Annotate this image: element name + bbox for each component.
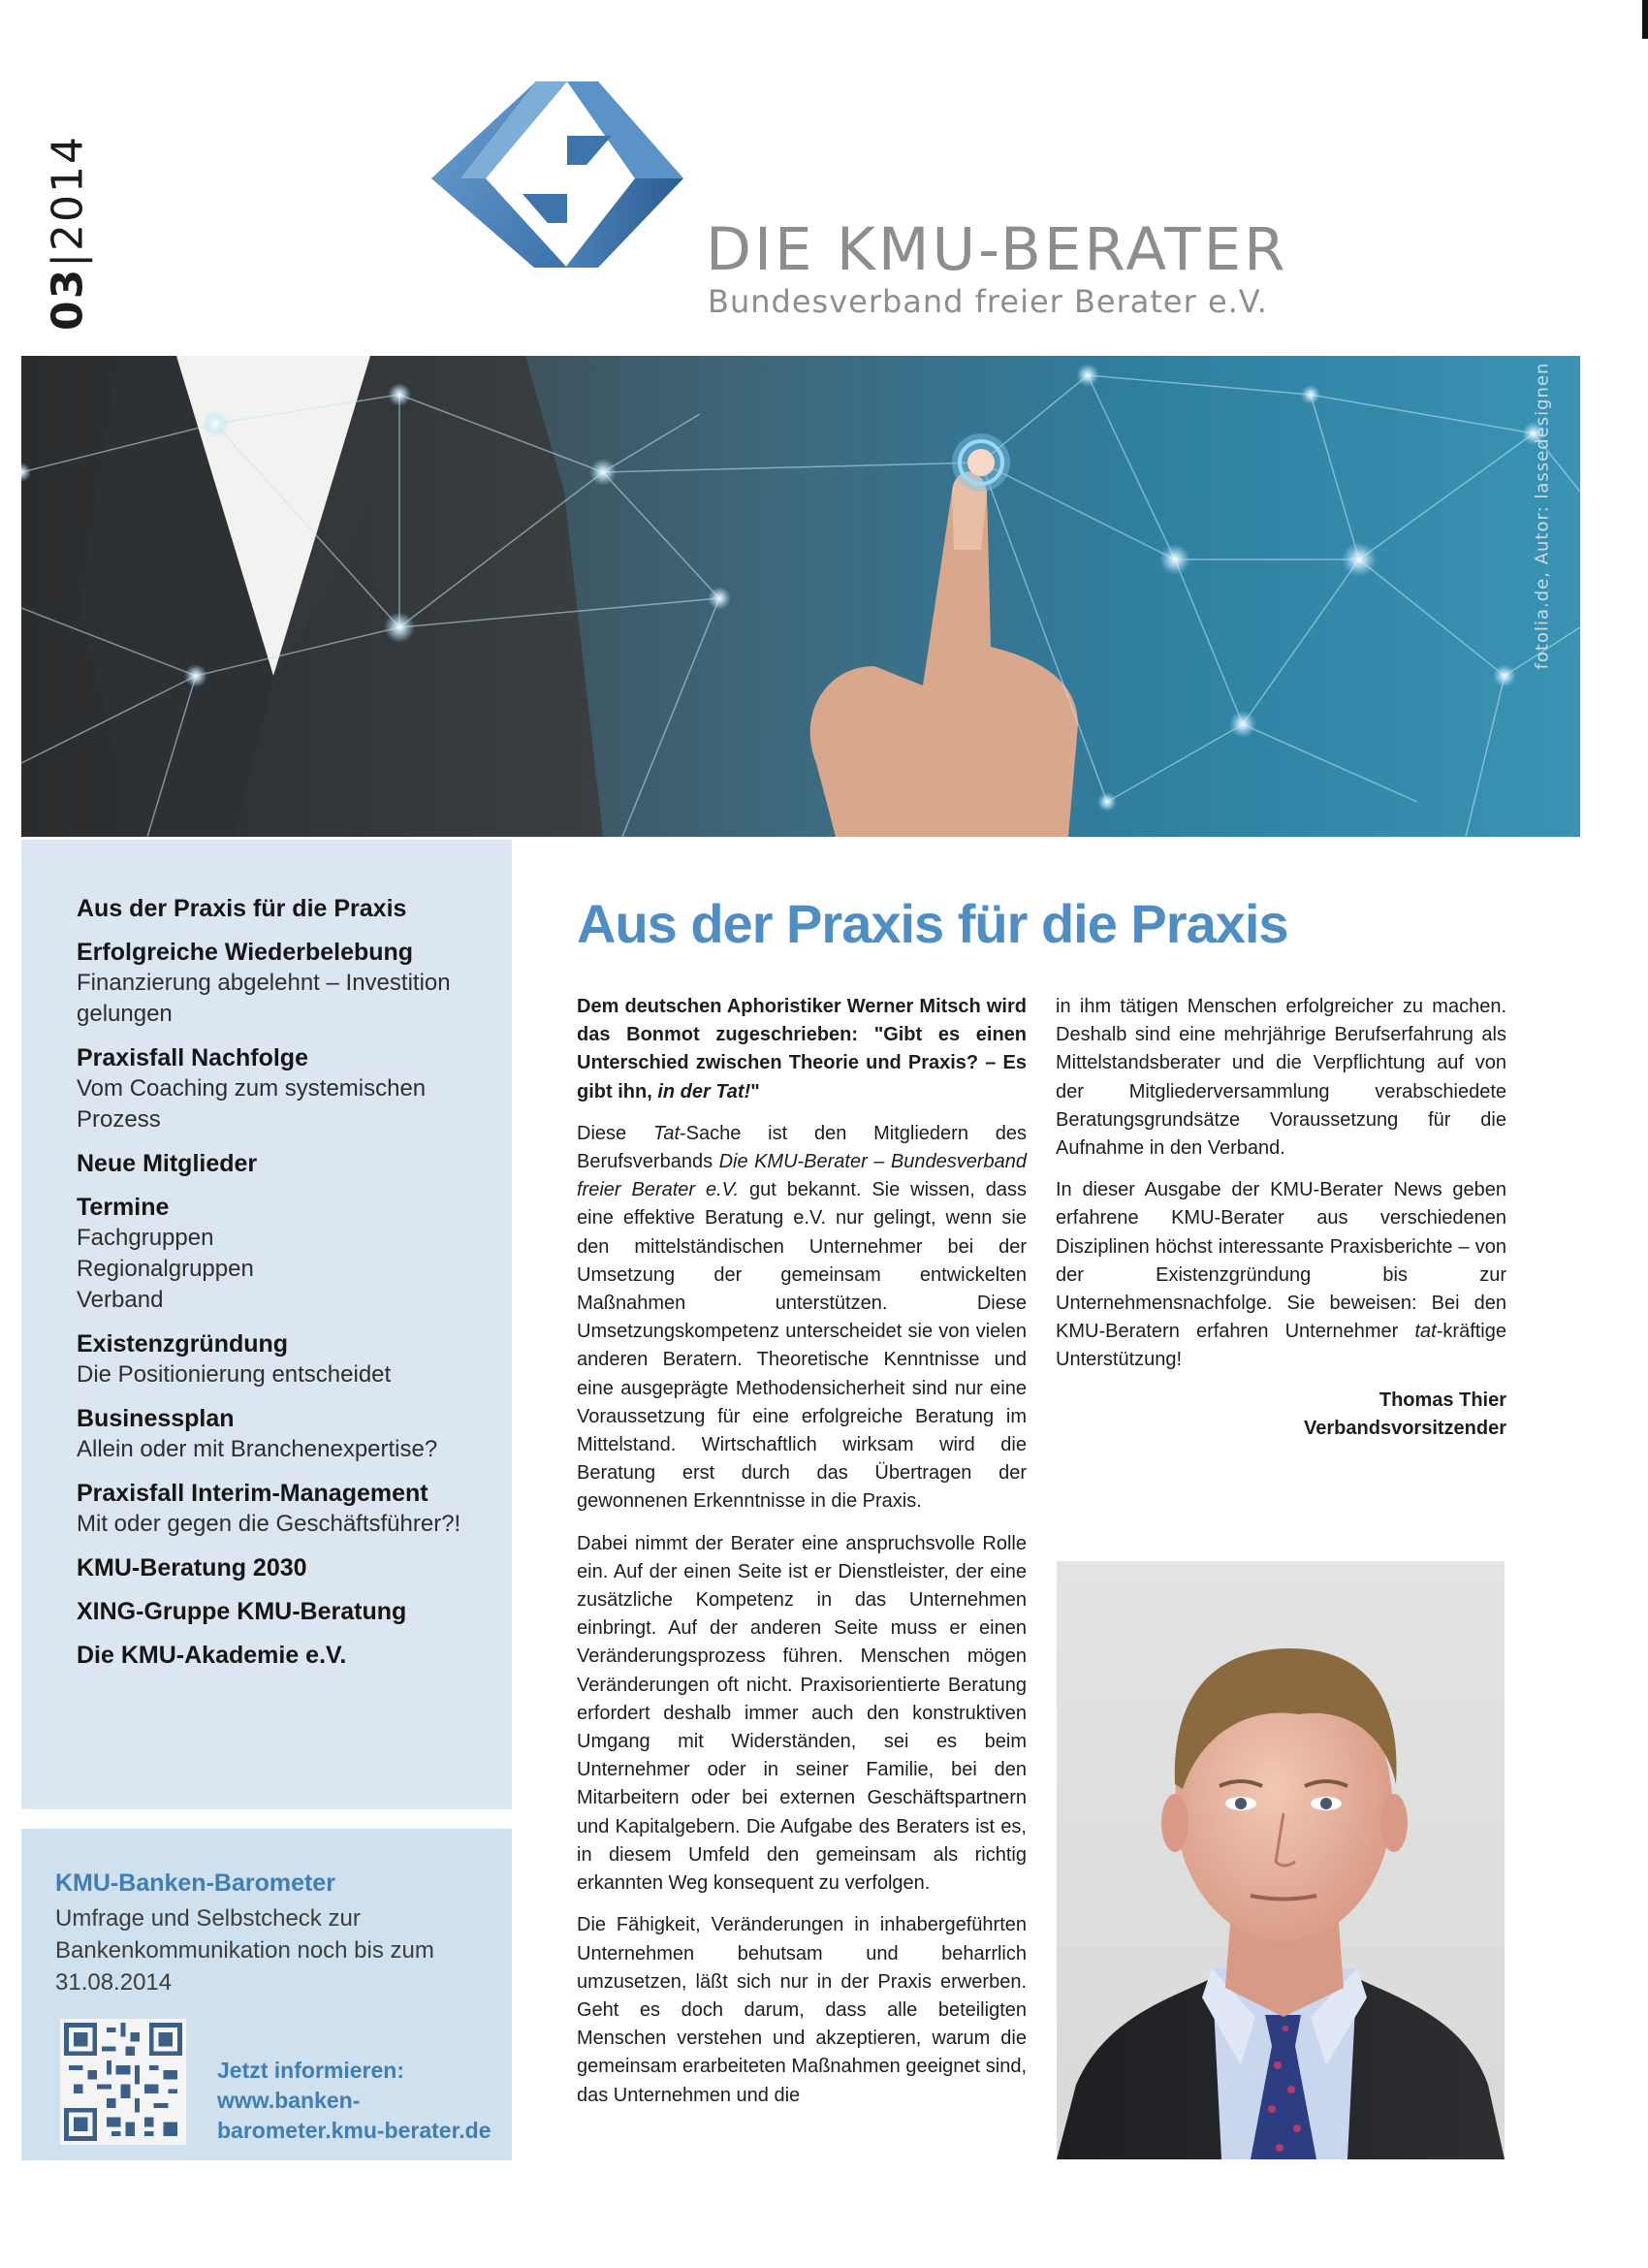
issue-label [39, 136, 97, 330]
article-paragraph-3: Die Fähigkeit, Veränderungen in inhabergeführten Unternehmen behutsam und beharrlich umzusetzen, läßt sich nur in der Praxis erwerben. Geht es doch darum, dass alle beteiligten Menschen verstehen und akzeptieren, warum die gemeinsam erarbeiteten Maßnahmen geeignet sind, das Unternehmen und die [577, 1914, 1027, 2106]
p1-emphasis-1: Tat [652, 1122, 680, 1144]
toc-item-title: Praxisfall Interim-Management [77, 1480, 428, 1507]
toc-item-title: Businessplan [77, 1405, 235, 1432]
author-role: Verbandsvorsitzender [1304, 1417, 1506, 1439]
photo-credit [1528, 362, 1557, 670]
lead-emphasis: in der Tat! [657, 1080, 751, 1102]
barometer-title: KMU-Banken-Barometer [55, 1869, 335, 1897]
toc-item-subtitle: Die Positionierung entscheidet [77, 1361, 392, 1388]
lead-close: " [750, 1080, 760, 1102]
brand-subtitle: Bundesverband freier Berater e.V. [708, 283, 1268, 320]
hero-image [21, 356, 1580, 837]
barometer-cta-label: Jetzt informieren: [217, 2058, 404, 2083]
contents-sidebar [21, 840, 512, 1809]
brand-title: DIE KMU-BERATER [706, 215, 1288, 284]
p1-text-c: gut bekannt. Sie wissen, dass eine effektive Beratung e.V. nur gelingt, wenn sie den mittelständischen Unternehmer bei der Umsetzung der gemeinsam entwickelten Maßnahmen unterstützen. Diese Umsetzungskompetenz unterscheidet sie von vielen anderen Beratern. Theoretische Kenntnisse und eine ausgeprägte Methodensicherheit sind nur eine Voraussetzung für eine erfolgreiche Beratung im Mittelstand. Wirtschaftlich wirksam wird die Beratung erst durch das Übertragen der gewonnenen Erkenntnisse in die Praxis. [577, 1179, 1028, 1513]
toc-item-subtitle: Vom Coaching zum systemischen Prozess [77, 1075, 427, 1133]
issue-separator: | [43, 250, 93, 268]
p1-emphasis-2: Die KMU-Berater – Bundesverband freier Berater e.V. [577, 1151, 1027, 1201]
toc-item-title: Neue Mitglieder [77, 1150, 258, 1177]
kmu-logo-icon [422, 78, 693, 291]
toc-item-title: KMU-Beratung 2030 [77, 1554, 307, 1581]
article-headline: Aus der Praxis für die Praxis [577, 893, 1288, 954]
qr-code-icon[interactable] [60, 2019, 186, 2145]
toc-item [77, 894, 503, 924]
toc-item [77, 938, 503, 1030]
toc-item-subtitle: Allein oder mit Branchenexpertise? [77, 1436, 438, 1462]
toc-item-title: Praxisfall Nachfolge [77, 1044, 308, 1071]
p1-text-a: Diese [577, 1122, 653, 1144]
toc-item [77, 1553, 503, 1583]
p1-text-b: -Sache ist den Mitgliedern des Berufsverbands [577, 1122, 1027, 1173]
toc-item-subtitle: Finanzierung abgelehnt – Investition gelungen [77, 970, 451, 1027]
toc-item [77, 1641, 503, 1671]
toc-item [77, 1404, 503, 1465]
article-paragraph-4: in ihm tätigen Menschen erfolgreicher zu machen. Deshalb sind eine mehrjährige Berufserfahrung als Mittelstandsberater und die Verpflichtung auf von der Mitgliederversammlung verabschiedete Beratungsgrundsätze Voraussetzung für die Aufnahme in den Verband. [1056, 996, 1506, 1160]
toc-item [77, 1479, 503, 1540]
photo-credit-text: fotolia.de, Autor: lassedesignen [1532, 362, 1553, 670]
lead-text: Dem deutschen Aphoristiker Werner Mitsch wird das Bonmot zugeschrieben: "Gibt es einen Unterschied zwischen Theorie und Praxis? – Es gibt ihn, [577, 996, 1027, 1102]
table-of-contents [77, 894, 503, 1684]
article-paragraph-1 [577, 1120, 1027, 1517]
article-paragraph-2: Dabei nimmt der Berater eine anspruchsvolle Rolle ein. Auf der einen Seite ist er Dienstleister, der eine zusätzliche Kompetenz in das Unternehmen einbringt. Auf der anderen Seite muss er einen Veränderungsprozess führen. Menschen mögen Veränderungen oft nicht. Praxisorientierte Beratung erfordert deshalb immer auch den konstruktiven Umgang mit Widerständen, sei es beim Unternehmer oder in seiner Familie, bei den Mitarbeitern oder bei externen Geschäftspartnern und Kapitalgebern. Die Aufgabe des Beraters ist es, in diesem Umfeld den gemeinsam als richtig erkannten Weg konsequent zu verfolgen. [577, 1532, 1027, 1895]
scan-edge [1642, 0, 1648, 39]
barometer-box [21, 1829, 512, 2160]
author-signature [1056, 1387, 1506, 1443]
toc-item [77, 1193, 503, 1316]
issue-year: 2014 [43, 134, 93, 251]
article-column-1 [577, 993, 1027, 2124]
toc-item [77, 1043, 503, 1135]
toc-item-title: Erfolgreiche Wiederbelebung [77, 939, 414, 966]
barometer-link[interactable]: www.banken-barometer.kmu-berater.de [217, 2088, 491, 2143]
toc-item-title: Die KMU-Akademie e.V. [77, 1642, 347, 1669]
toc-item [77, 1149, 503, 1179]
article-paragraph-5 [1056, 1176, 1506, 1374]
toc-item-title: Termine [77, 1194, 170, 1221]
toc-item-subtitle: Fachgruppen Regionalgruppen Verband [77, 1225, 254, 1313]
issue-number: 03 [43, 267, 93, 332]
toc-item-title: XING-Gruppe KMU-Beratung [77, 1598, 407, 1625]
author-name: Thomas Thier [1379, 1389, 1506, 1411]
p5-text-a: In dieser Ausgabe der KMU-Berater News geben erfahrene KMU-Berater aus verschiedenen Disziplinen höchst interessante Praxisberichte – von der Existenzgründung bis zur Unternehmensnachfolge. Sie beweisen: Bei den KMU-Beratern erfahren Unternehmer [1056, 1179, 1506, 1343]
toc-item-title: Aus der Praxis für die Praxis [77, 895, 407, 922]
p5-text-b: -kräftige Unterstützung! [1056, 1321, 1506, 1371]
toc-item [77, 1597, 503, 1627]
toc-item [77, 1329, 503, 1390]
toc-item-subtitle: Mit oder gegen die Geschäftsführer?! [77, 1511, 461, 1537]
barometer-cta[interactable] [217, 2056, 498, 2146]
p5-emphasis: tat [1414, 1321, 1437, 1343]
article-lead [577, 993, 1027, 1106]
author-portrait [1057, 1561, 1505, 2159]
toc-item-title: Existenzgründung [77, 1330, 289, 1358]
barometer-text: Umfrage und Selbstcheck zur Bankenkommunikation noch bis zum 31.08.2014 [55, 1905, 434, 1996]
article-column-2 [1056, 993, 1506, 1443]
